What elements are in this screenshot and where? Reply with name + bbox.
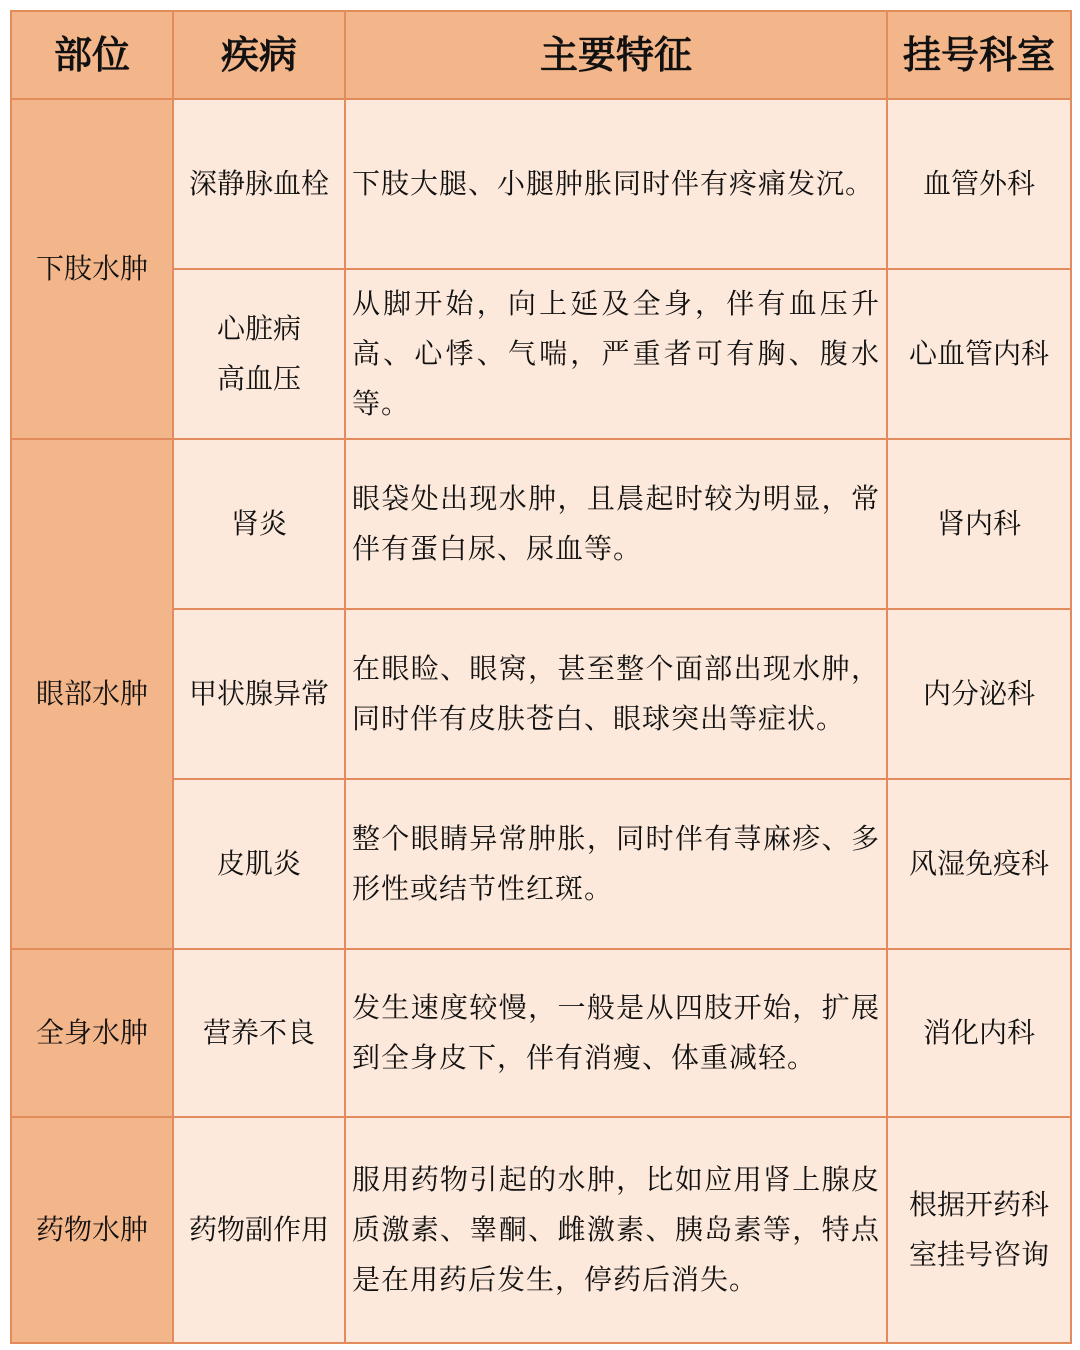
department-cell: 肾内科 [887,439,1071,609]
department-line: 根据开药科 [908,1188,1049,1221]
header-department: 挂号科室 [887,11,1071,99]
department-cell: 心血管内科 [887,269,1071,439]
department-cell: 消化内科 [887,949,1071,1117]
header-part: 部位 [11,11,173,99]
disease-cell: 肾炎 [173,439,345,609]
disease-line: 高血压 [216,362,301,395]
feature-cell: 眼袋处出现水肿，且晨起时较为明显，常伴有蛋白尿、尿血等。 [345,439,887,609]
feature-cell: 整个眼睛异常肿胀，同时伴有荨麻疹、多形性或结节性红斑。 [345,779,887,949]
header-disease: 疾病 [173,11,345,99]
header-feature: 主要特征 [345,11,887,99]
feature-cell: 发生速度较慢，一般是从四肢开始，扩展到全身皮下，伴有消瘦、体重减轻。 [345,949,887,1117]
disease-cell: 营养不良 [173,949,345,1117]
table-row [11,1117,1071,1343]
edema-table [10,10,1072,1344]
feature-cell: 下肢大腿、小腿肿胀同时伴有疼痛发沉。 [345,99,887,269]
department-cell: 风湿免疫科 [887,779,1071,949]
table-row [11,99,1071,269]
table-row [11,439,1071,609]
disease-cell: 药物副作用 [173,1117,345,1343]
disease-cell [173,269,345,439]
feature-cell: 服用药物引起的水肿，比如应用肾上腺皮质激素、睾酮、雌激素、胰岛素等，特点是在用药后发生，停药后消失。 [345,1117,887,1343]
table-row [11,949,1071,1117]
disease-line: 心脏病 [216,312,301,345]
header-row [11,11,1071,99]
department-cell: 内分泌科 [887,609,1071,779]
department-cell [887,1117,1071,1343]
part-cell: 下肢水肿 [11,99,173,439]
disease-cell: 甲状腺异常 [173,609,345,779]
part-cell: 药物水肿 [11,1117,173,1343]
department-line: 室挂号咨询 [908,1238,1049,1271]
department-cell: 血管外科 [887,99,1071,269]
disease-cell: 深静脉血栓 [173,99,345,269]
part-cell: 全身水肿 [11,949,173,1117]
part-cell: 眼部水肿 [11,439,173,949]
disease-cell: 皮肌炎 [173,779,345,949]
feature-cell: 从脚开始，向上延及全身，伴有血压升高、心悸、气喘，严重者可有胸、腹水等。 [345,269,887,439]
feature-cell: 在眼睑、眼窝，甚至整个面部出现水肿，同时伴有皮肤苍白、眼球突出等症状。 [345,609,887,779]
